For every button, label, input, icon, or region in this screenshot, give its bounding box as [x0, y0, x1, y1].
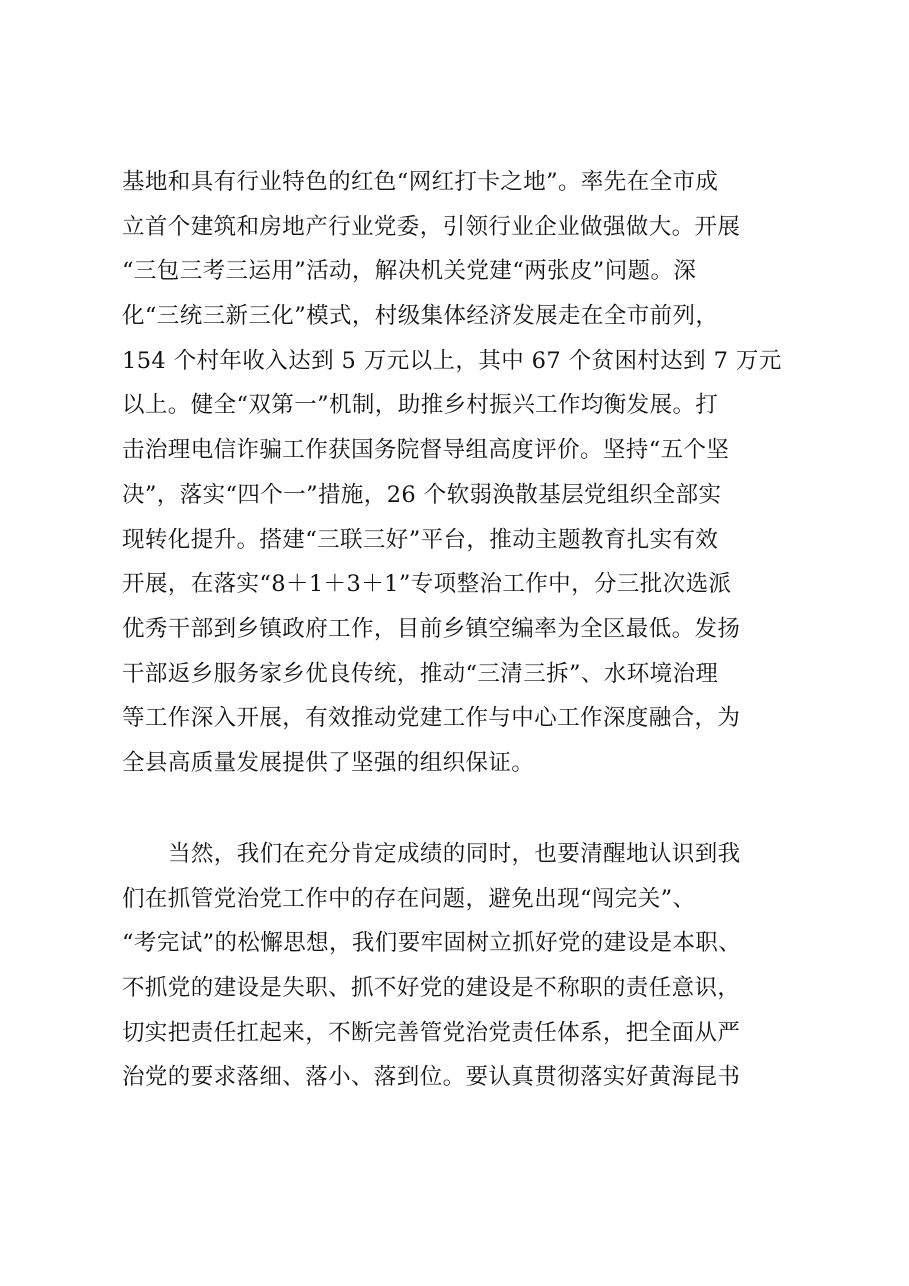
paragraph-line: 当然，我们在充分肯定成绩的同时，也要清醒地认识到我	[168, 841, 741, 867]
paragraph-line: 优秀干部到乡镇政府工作，目前乡镇空编率为全区最低。发扬	[122, 615, 741, 642]
paragraph-line: 击治理电信诈骗工作获国务院督导组高度评价。坚持“五个坚	[122, 437, 730, 464]
paragraph-line: 开展，在落实“8＋1＋3＋1”专项整治工作中，分三批次选派	[122, 571, 732, 598]
paragraph-line: 立首个建筑和房地产行业党委，引领行业企业做强做大。开展	[122, 213, 741, 240]
paragraph-line: 干部返乡服务家乡优良传统，推动“三清三拆”、水环境治理	[122, 660, 719, 687]
paragraph-line: 决”，落实“四个一”措施，26 个软弱涣散基层党组织全部实	[122, 481, 722, 508]
paragraph-line: 现转化提升。搭建“三联三好”平台，推动主题教育扎实有效	[122, 526, 719, 553]
paragraph-line: “三包三考三运用”活动，解决机关党建“两张皮”问题。深	[122, 258, 697, 285]
paragraph-line: 全县高质量发展提供了坚强的组织保证。	[122, 749, 535, 776]
paragraph-line: 化“三统三新三化”模式，村级集体经济发展走在全市前列，	[122, 303, 719, 330]
paragraph-line: 切实把责任扛起来，不断完善管党治党责任体系，把全面从严	[122, 1019, 741, 1046]
paragraph-line: “考完试”的松懈思想，我们要牢固树立抓好党的建设是本职、	[122, 930, 742, 957]
paragraph-line: 基地和具有行业特色的红色“网红打卡之地”。率先在全市成	[122, 169, 719, 195]
paragraph-line: 不抓党的建设是失职、抓不好党的建设是不称职的责任意识，	[122, 975, 741, 1002]
paragraph-2	[122, 832, 812, 1100]
paragraph-line: 以上。健全“双第一”机制，助推乡村振兴工作均衡发展。打	[122, 392, 719, 419]
paragraph-line: 治党的要求落细、落小、落到位。要认真贯彻落实好黄海昆书	[122, 1064, 741, 1091]
paragraph-line: 等工作深入开展，有效推动党建工作与中心工作深度融合，为	[122, 705, 741, 732]
paragraph-line: 154 个村年收入达到 5 万元以上，其中 67 个贫困村达到 7 万元	[122, 347, 782, 374]
paragraph-1	[122, 160, 812, 786]
paragraph-line: 们在抓管党治党工作中的存在问题，避免出现“闯完关”、	[122, 885, 696, 912]
